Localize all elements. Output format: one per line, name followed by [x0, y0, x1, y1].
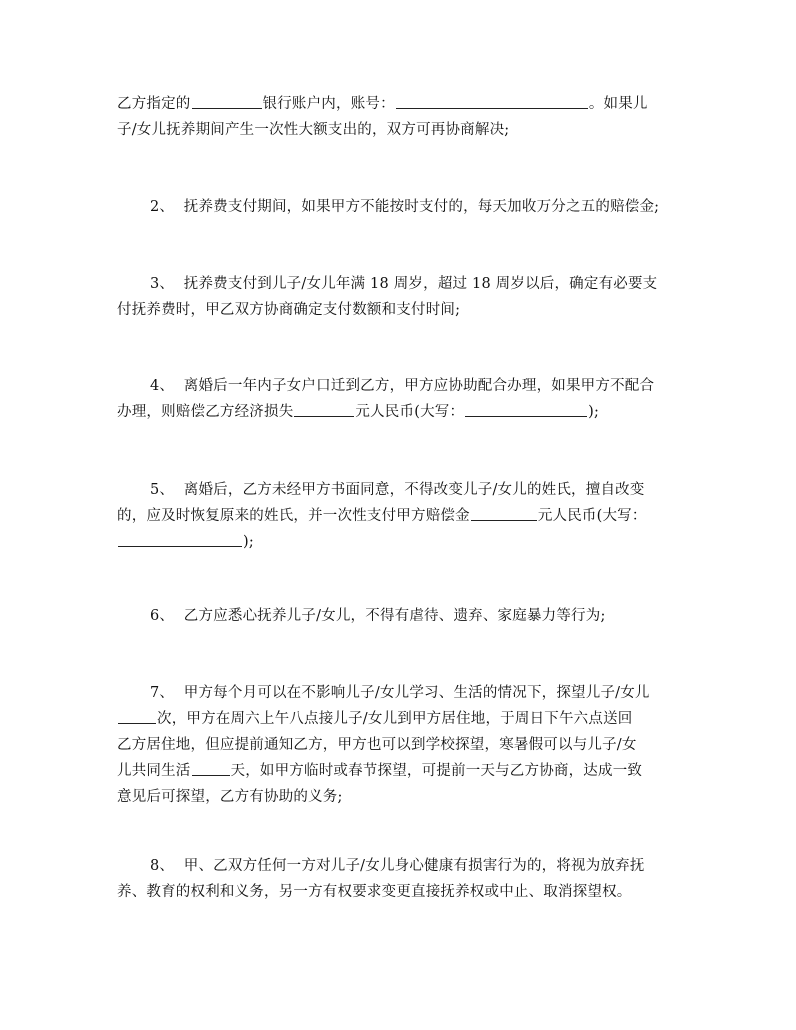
clause-number: 8、: [150, 858, 175, 874]
text-line: 付抚养费时，甲乙双方协商确定支付数额和支付时间;: [117, 302, 461, 318]
clause-5: [117, 477, 689, 555]
text-line: [117, 853, 689, 879]
text-line: [117, 91, 689, 117]
text-segment: 离婚后一年内子女户口迁到乙方，甲方应协助配合办理，如果甲方不配合: [183, 378, 655, 394]
text-line: [117, 194, 689, 220]
text-segment: 抚养费支付到儿子/女儿年满 18 周岁，超过 18 周岁以后，确定有必要支: [183, 276, 658, 292]
text-segment: );: [588, 404, 600, 420]
clause-7: [117, 680, 689, 810]
text-segment: 离婚后，乙方未经甲方书面同意，不得改变儿子/女儿的姓氏，擅自改变: [183, 482, 645, 498]
text-line: [117, 529, 689, 555]
clause-3: [117, 271, 689, 323]
text-line: 意见后可探望，乙方有协助的义务;: [117, 789, 343, 805]
text-line: [117, 477, 689, 503]
clause-2: [117, 194, 689, 220]
text-line: [117, 758, 689, 784]
text-line: [117, 271, 689, 297]
text-line: 子/女儿抚养期间产生一次性大额支出的，双方可再协商解决;: [117, 122, 510, 138]
clause-4: [117, 373, 689, 425]
text-segment: 乙方指定的: [117, 96, 191, 112]
text-segment: 银行账户内，账号：: [262, 96, 395, 112]
text-segment: );: [243, 534, 254, 550]
clause-6: [117, 603, 689, 629]
clause-number: 2、: [150, 199, 175, 215]
text-line: 乙方居住地，但应提前通知乙方，甲方也可以到学校探望，寒暑假可以与儿子/女: [117, 737, 637, 753]
account-blank-field: [396, 94, 588, 109]
days-blank-field: [192, 761, 230, 776]
text-line: [117, 603, 689, 629]
compensation-blank-field: [471, 506, 537, 521]
text-segment: 抚养费支付期间，如果甲方不能按时支付的，每天加收万分之五的赔偿金;: [183, 199, 660, 215]
amount-words-blank-field: [118, 532, 242, 547]
text-line: [117, 503, 689, 529]
text-line: [117, 399, 689, 425]
text-line: [117, 706, 689, 732]
amount-blank-field: [294, 402, 354, 417]
clause-number: 7、: [150, 685, 175, 701]
text-segment: 。如果儿: [588, 96, 648, 112]
text-segment: 元人民币(大写：: [355, 404, 465, 420]
amount-words-blank-field: [465, 402, 587, 417]
text-segment: 甲、乙双方任何一方对儿子/女儿身心健康有损害行为的，将视为放弃抚: [183, 858, 645, 874]
text-segment: 甲方每个月可以在不影响儿子/女儿学习、生活的情况下，探望儿子/女儿: [183, 685, 650, 701]
visit-count-blank-field: [118, 709, 156, 724]
clause-8: [117, 853, 689, 905]
text-line: [117, 373, 689, 399]
blank-field: [192, 94, 262, 109]
text-segment: 儿共同生活: [117, 763, 191, 779]
text-segment: 天，如甲方临时或春节探望，可提前一天与乙方协商，达成一致: [230, 763, 643, 779]
clause-number: 5、: [150, 482, 175, 498]
text-segment: 乙方应悉心抚养儿子/女儿，不得有虐待、遗弃、家庭暴力等行为;: [183, 608, 606, 624]
paragraph-continuation: [117, 91, 689, 143]
clause-number: 4、: [150, 378, 175, 394]
text-segment: 元人民币(大写：: [537, 508, 647, 524]
clause-number: 6、: [150, 608, 175, 624]
text-line: 养、教育的权利和义务，另一方有权要求变更直接抚养权或中止、取消探望权。: [117, 884, 632, 900]
text-segment: 办理，则赔偿乙方经济损失: [117, 404, 294, 420]
text-line: [117, 680, 689, 706]
clause-number: 3、: [150, 276, 175, 292]
text-segment: 的，应及时恢复原来的姓氏，并一次性支付甲方赔偿金: [117, 508, 470, 524]
text-segment: 次，甲方在周六上午八点接儿子/女儿到甲方居住地，于周日下午六点送回: [157, 711, 633, 727]
